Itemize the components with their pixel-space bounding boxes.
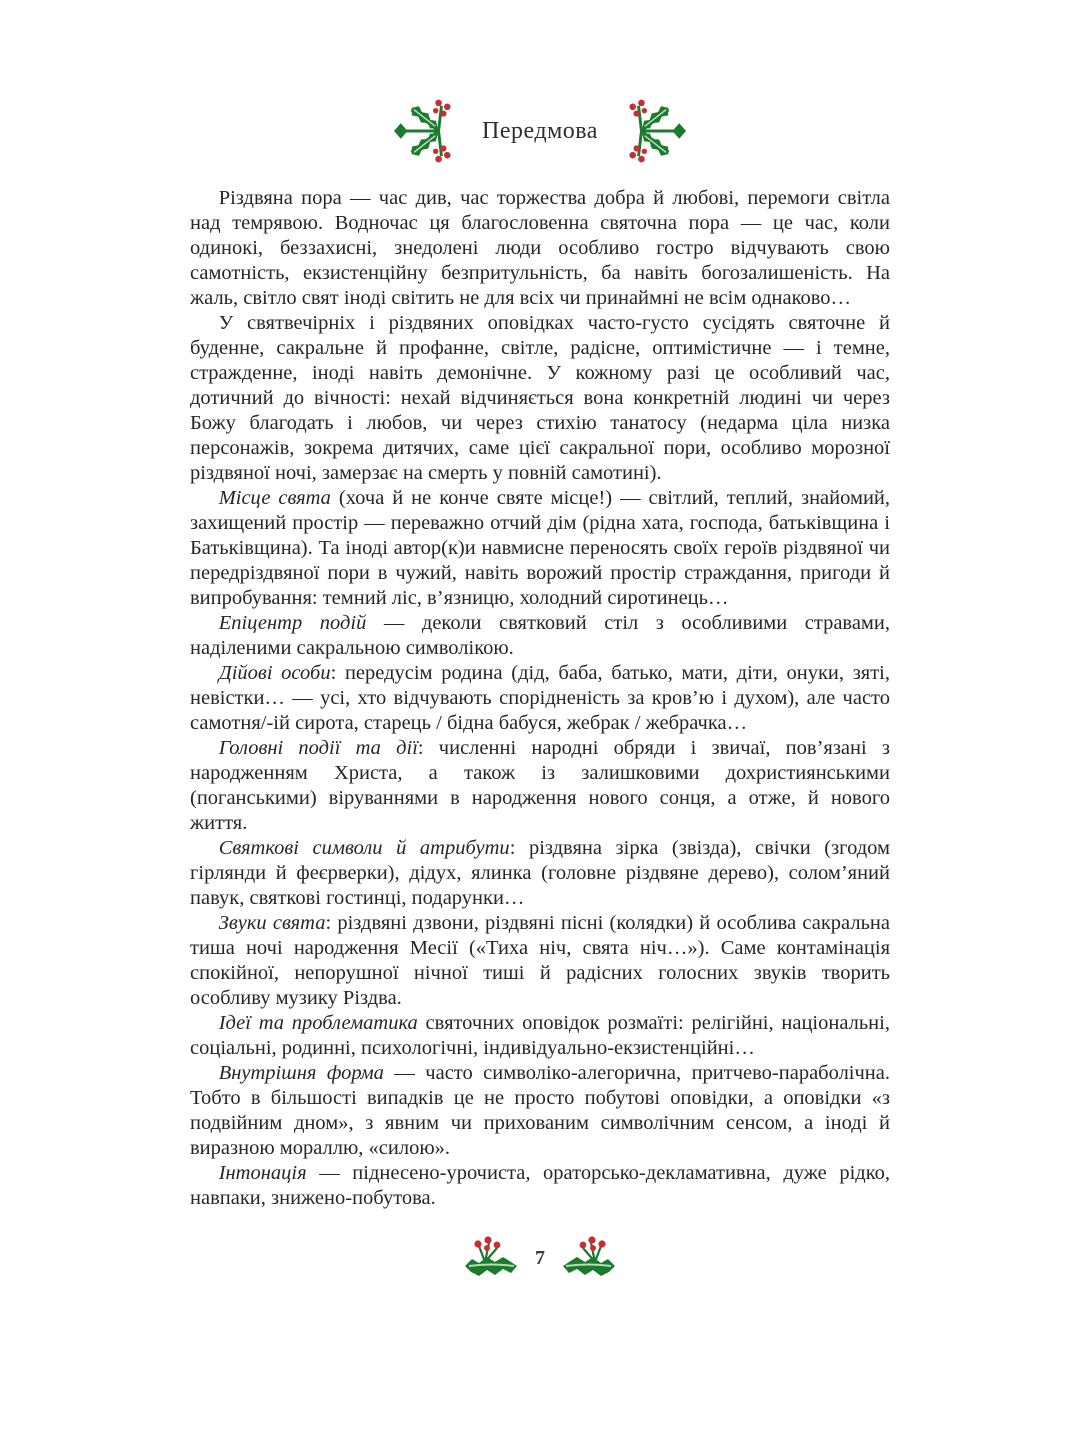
holly-sprig-left-icon bbox=[463, 1235, 519, 1281]
page-title: Передмова bbox=[482, 117, 598, 144]
paragraph-text: : передусім родина (дід, баба, батько, мати, діти, онуки, зяті, невістки… — усі, хто відчувають спорідненість за кров’ю і духом), але часто самотня/-ій сирота, старець / бідна бабуся, жебрак / жебрачка… bbox=[190, 662, 890, 734]
paragraph-text: — піднесено-урочиста, ораторсько-декламативна, дуже рідко, навпаки, знижено-побутова. bbox=[190, 1162, 890, 1209]
page-number: 7 bbox=[535, 1246, 545, 1269]
paragraph-lead: Святкові символи й атрибути bbox=[218, 837, 510, 859]
paragraph-lead: Інтонація bbox=[218, 1162, 307, 1184]
paragraph bbox=[190, 1061, 890, 1161]
paragraph-text: — деколи святковий стіл з особливими стравами, наділеними сакральною символікою. bbox=[190, 612, 890, 659]
page-footer bbox=[0, 1235, 1080, 1281]
paragraph-text: : різдвяна зірка (звізда), свічки (згодом гірлянди й феєрверки), дідух, ялинка (головне різдвяне дерево), солом’яний павук, святкові гостинці, подарунки… bbox=[190, 837, 891, 909]
paragraph bbox=[190, 836, 890, 911]
paragraph-lead: Дійові особи bbox=[218, 662, 331, 684]
paragraph bbox=[190, 911, 890, 1011]
paragraph-lead: Внутрішня форма bbox=[218, 1062, 384, 1084]
paragraph bbox=[190, 1161, 890, 1211]
paragraph bbox=[190, 611, 890, 661]
holly-sprig-right-icon bbox=[561, 1235, 617, 1281]
paragraph-lead: Ідеї та проблематика bbox=[218, 1012, 418, 1034]
paragraph-lead: Звуки свята bbox=[218, 912, 326, 934]
paragraph-lead: Епіцентр подій bbox=[218, 612, 367, 634]
holly-ornament-left-icon bbox=[394, 93, 456, 169]
paragraph bbox=[190, 486, 890, 611]
paragraph bbox=[190, 1011, 890, 1061]
holly-ornament-right-icon bbox=[624, 93, 686, 169]
paragraph bbox=[190, 736, 890, 836]
paragraph bbox=[190, 311, 890, 486]
paragraph-lead: Головні події та дії bbox=[218, 737, 418, 759]
paragraph-text: Різдвяна пора — час див, час торжества добра й любові, перемоги світла над темрявою. Водночас ця благословенна святочна пора — це час, коли одинокі, беззахисні, знедолені люди особливо гостро відчувають свою самотність, екзистенційну безпритульність, ба навіть богозалишеність. На жаль, світло свят іноді світить не для всіх чи принаймні не всім однаково… bbox=[190, 187, 890, 309]
paragraph-text: (хоча й не конче святе місце!) — світлий, теплий, знайомий, захищений простір — переважно отчий дім (рідна хата, господа, батьківщина і Батьківщина). Та іноді автор(к)и навмисне переносять своїх героїв різдвяної чи передріздвяної пори в чужий, навіть ворожий простір страждання, пригоди й випробування: темний ліс, в’язницю, холодний сиротинець… bbox=[190, 487, 891, 609]
paragraph-text: : численні народні обряди і звичаї, пов’язані з народженням Христа, а також із залишковими дохристиянськими (поганськими) віруваннями в народження нового сонця, а отже, й нового життя. bbox=[190, 737, 890, 834]
paragraph-text: — часто символіко-алегорична, притчево-параболічна. Тобто в більшості випадків це не просто побутові оповідки, а оповідки «з подвійним дном», з явним чи прихованим символічним сенсом, а іноді й виразною мораллю, «силою». bbox=[190, 1062, 891, 1159]
paragraph bbox=[190, 186, 890, 311]
paragraph-text: святочних оповідок розмаїті: релігійні, національні, соціальні, родинні, психологічні, індивідуально-екзистенційні… bbox=[190, 1012, 890, 1059]
paragraph-text: : різдвяні дзвони, різдвяні пісні (колядки) й особлива сакральна тиша ночі народження Месії («Тиха ніч, свята ніч…»). Саме контамінація спокійної, непорушної нічної тиші й радісних голосних звуків творить особливу музику Різдва. bbox=[190, 912, 890, 1009]
paragraphs bbox=[190, 186, 890, 1211]
paragraph-lead: Місце свята bbox=[218, 487, 331, 509]
paragraph bbox=[190, 661, 890, 736]
page-header bbox=[0, 92, 1080, 170]
paragraph-text: У святвечірніх і різдвяних оповідках часто-густо сусідять святочне й буденне, сакральне й профанне, світле, радісне, оптимістичне — і темне, стражденне, іноді навіть демонічне. У кожному разі це особливий час, дотичний до вічності: нехай відчиняється вона конкретній людині чи через Божу благодать і любов, чи через стихію танатосу (недарма ціла низка персонажів, зокрема дитячих, саме цієї сакральної пори, особливо морозної різдвяної ночі, замерзає на смерть у повній самотині). bbox=[190, 312, 890, 484]
